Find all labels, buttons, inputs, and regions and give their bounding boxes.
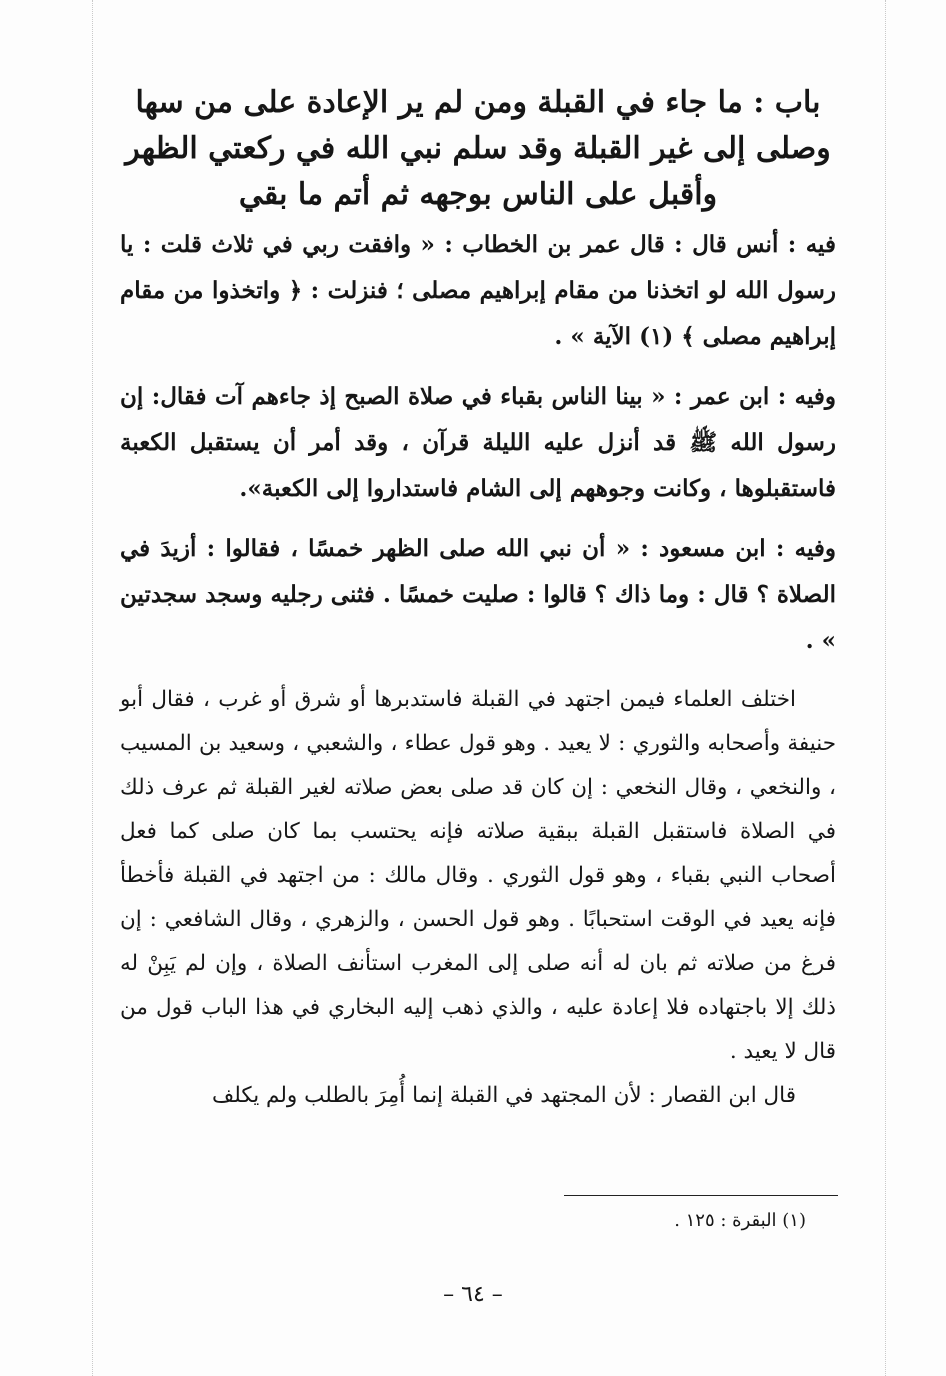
hadith-ibn-umar: وفيه : ابن عمر : « بينا الناس بقباء في صلاة الصبح إذ جاءهم آت فقال: إن رسول الله ﷺ قد أنزل عليه الليلة قرآن ، وقد أمر أن يستقبل الكعبة فاستقبلوها ، وكانت وجوههم إلى الشام فاستداروا إلى الكعبة».	[120, 383, 836, 502]
scan-edge-right	[885, 0, 886, 1376]
commentary-paragraph: اختلف العلماء فيمن اجتهد في القبلة فاستدبرها أو شرق أو غرب ، فقال أبو حنيفة وأصحابه والثوري : لا يعيد . وهو قول عطاء ، والشعبي ، وسعيد بن المسيب ، والنخعي ، وقال النخعي : إن كان قد صلى بعض صلاته لغير القبلة ثم عرف ذلك في الصلاة فاستقبل القبلة ببقية صلاته فإنه يحتسب بما كان صلى كما فعل أصحاب النبي بقباء ، وهو قول الثوري . وقال مالك : من اجتهد في القبلة فأخطأ فإنه يعيد في الوقت استحبابًا . وهو قول الحسن ، والزهري ، وقال الشافعي : إن فرغ من صلاته ثم بان له أنه صلى إلى المغرب استأنف الصلاة ، وإن لم يَبِنْ له ذلك إلا باجتهاده فلا إعادة عليه ، والذي ذهب إليه البخاري في هذا الباب قول من قال لا يعيد .	[120, 687, 836, 1064]
page-number: – ٦٤ –	[443, 1282, 503, 1307]
footnote: (١) البقرة : ١٢٥ .	[674, 1210, 806, 1231]
chapter-heading: باب : ما جاء في القبلة ومن لم ير الإعادة على من سها وصلى إلى غير القبلة وقد سلم نبي الله في ركعتي الظهر وأقبل على الناس بوجهه ثم أتم ما بقي	[125, 85, 831, 212]
page-content	[120, 80, 836, 1118]
commentary-paragraph: قال ابن القصار : لأن المجتهد في القبلة إنما أُمِرَ بالطلب ولم يكلف	[211, 1083, 796, 1108]
hadith-anas: فيه : أنس قال : قال عمر بن الخطاب : « وافقت ربي في ثلاث قلت : يا رسول الله لو اتخذنا من مقام إبراهيم مصلى ؛ فنزلت : ﴿ واتخذوا من مقام إبراهيم مصلى ﴾ (١) الآية » .	[120, 231, 836, 350]
hadith-ibn-masud: وفيه : ابن مسعود : « أن نبي الله صلى الظهر خمسًا ، فقالوا : أزيدَ في الصلاة ؟ قال : وما ذاك ؟ قالوا : صليت خمسًا . فثنى رجليه وسجد سجدتين » .	[120, 535, 836, 654]
footnote-divider	[564, 1195, 838, 1196]
scan-edge-left	[92, 0, 93, 1376]
